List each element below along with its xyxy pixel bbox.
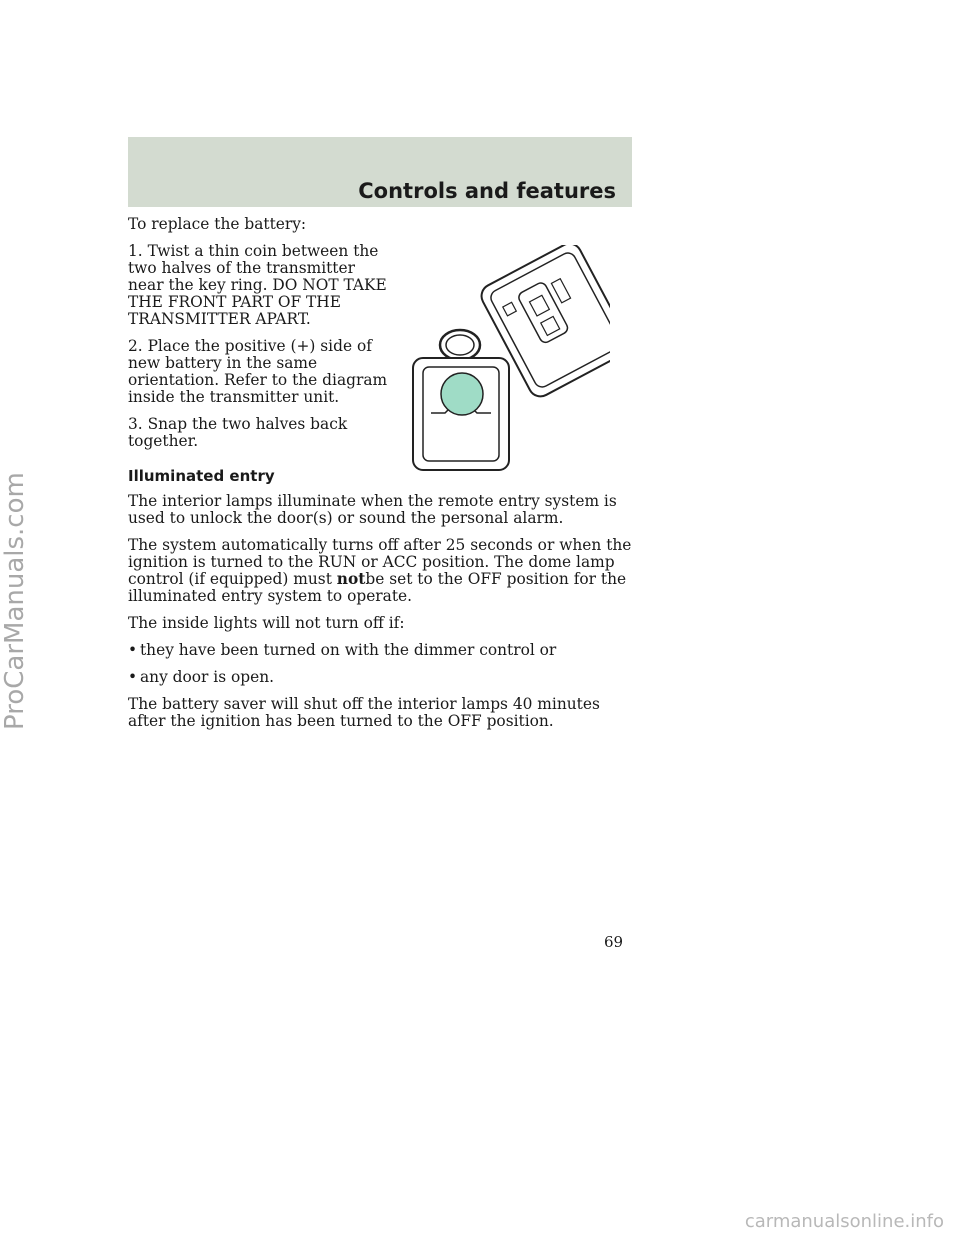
list-item-text: they have been turned on with the dimmer control or [140,641,557,659]
steps-list [128,243,388,450]
battery-instructions [128,216,388,450]
step-item: 2. Place the positive (+) side of new battery in the same orientation. Refer to the diagram inside the transmitter unit. [128,337,388,406]
watermark-text: ProCarManuals.com [0,472,30,730]
bullet-list [128,642,636,686]
page-section-title: Controls and features [358,179,616,203]
step-item: 1. Twist a thin coin between the two halves of the transmitter near the key ring. DO NOT TAKE THE FRONT PART OF THE TRANSMITTER APART. [128,242,387,328]
page-number: 69 [604,933,624,951]
text-run: be set to the OFF position for the illuminated entry system to operate. [128,570,627,605]
step-item: 3. Snap the two halves back together. [128,415,348,450]
list-item [128,642,636,659]
paragraph: The interior lamps illuminate when the remote entry system is used to unlock the door(s) or sound the personal alarm. [128,492,617,527]
unlock-button-icon [441,373,483,415]
bullet-icon: • [128,668,138,686]
text-run: The system automatically turns off after 25 seconds or when the ignition is turned to the RUN or ACC position. The dome lamp control (if equipped) must [128,536,632,588]
footer [0,1208,960,1242]
footer-text: carmanualsonline.info [744,1211,944,1232]
intro-text: To replace the battery: [128,215,307,233]
transmitter-front-half [413,358,509,470]
emphasis: not [336,570,366,588]
transmitter-illustration [405,245,610,475]
header-band [128,137,632,207]
list-item-text: any door is open. [140,668,275,686]
paragraph [128,537,636,605]
section-heading: Illuminated entry [128,467,275,485]
paragraph: The inside lights will not turn off if: [128,614,405,632]
list-item [128,669,636,686]
paragraph: The battery saver will shut off the interior lamps 40 minutes after the ignition has been turned to the OFF position. [128,695,600,730]
bullet-icon: • [128,641,138,659]
